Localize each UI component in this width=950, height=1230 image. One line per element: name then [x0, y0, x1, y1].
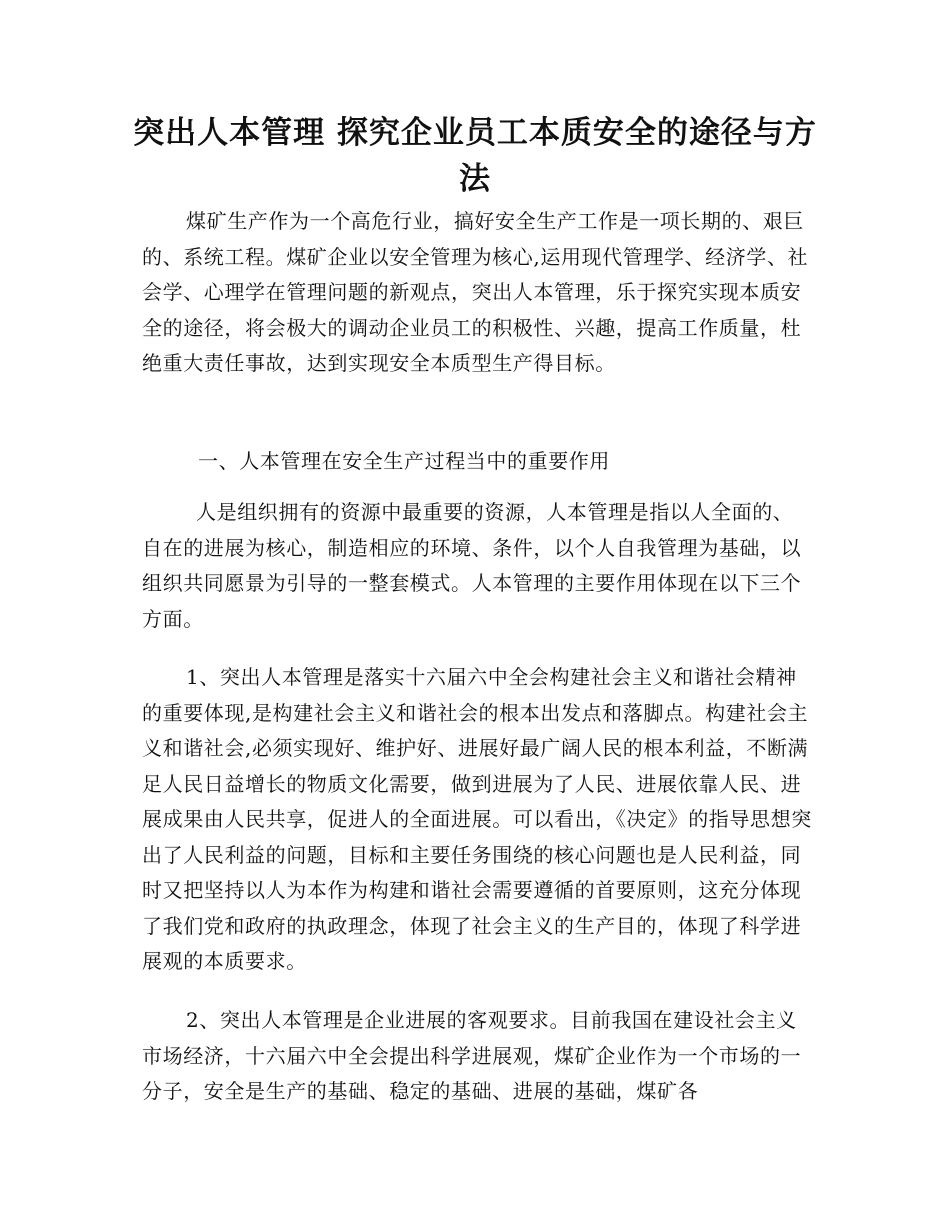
document-title: 突出人本管理 探究企业员工本质安全的途径与方法	[133, 115, 817, 197]
point-2-paragraph: 2、突出人本管理是企业进展的客观要求。目前我国在建设社会主义市场经济，十六届六中全会提出科学进展观，煤矿企业作为一个市场的一分子，安全是生产的基础、稳定的基础、进展的基础，煤矿各	[142, 1008, 802, 1103]
section-body-paragraph: 人是组织拥有的资源中最重要的资源，人本管理是指以人全面的、自在的进展为核心，制造相应的环境、条件，以个人自我管理为基础，以组织共同愿景为引导的一整套模式。人本管理的主要作用体现在以下三个方面。	[142, 500, 802, 631]
intro-paragraph: 煤矿生产作为一个高危行业，搞好安全生产工作是一项长期的、艰巨的、系统工程。煤矿企业以安全管理为核心,运用现代管理学、经济学、社会学、心理学在管理问题的新观点，突出人本管理，乐于探究实现本质安全的途径，将会极大的调动企业员工的积极性、兴趣，提高工作质量，杜绝重大责任事故，达到实现安全本质型生产得目标。	[142, 209, 809, 375]
point-1-paragraph: 1、突出人本管理是落实十六届六中全会构建社会主义和谐社会精神的重要体现,是构建社会主义和谐社会的根本出发点和落脚点。构建社会主义和谐社会,必须实现好、维护好、进展好最广阔人民的根本利益，不断满足人民日益增长的物质文化需要，做到进展为了人民、进展依靠人民、进展成果由人民共享，促进人的全面进展。可以看出，《决定》的指导思想突出了人民利益的问题，目标和主要任务围绕的核心问题也是人民利益，同时又把坚持以人为本作为构建和谐社会需要遵循的首要原则，这充分体现了我们党和政府的执政理念，体现了社会主义的生产目的，体现了科学进展观的本质要求。	[142, 665, 812, 973]
section-heading: 一、人本管理在安全生产过程当中的重要作用	[198, 449, 610, 473]
